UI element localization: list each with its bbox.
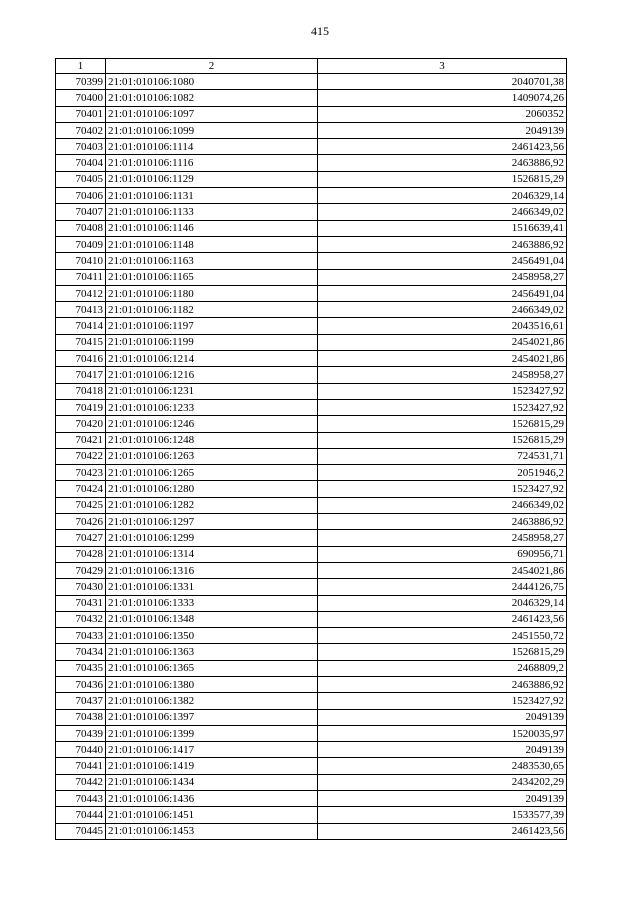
row-number-cell: 70434 [56,644,106,660]
cadastral-value-cell: 1526815,29 [318,432,567,448]
table-row [56,253,567,269]
cadastral-value-cell: 2060352 [318,106,567,122]
cadastral-value-cell: 2463886,92 [318,676,567,692]
table-row [56,595,567,611]
cadastral-value-cell: 2461423,56 [318,139,567,155]
table-row [56,383,567,399]
cadastral-value-cell: 1409074,26 [318,90,567,106]
cadastral-number-cell: 21:01:010106:1451 [106,807,318,823]
table-row [56,334,567,350]
table-row [56,725,567,741]
cadastral-value-cell: 1526815,29 [318,644,567,660]
cadastral-value-cell: 2463886,92 [318,155,567,171]
table-row [56,611,567,627]
table-row [56,791,567,807]
cadastral-value-cell: 2049139 [318,742,567,758]
table-row [56,644,567,660]
cadastral-number-cell: 21:01:010106:1199 [106,334,318,350]
table-row [56,106,567,122]
table-row [56,709,567,725]
cadastral-value-table [55,58,567,840]
cadastral-value-cell: 2483530,65 [318,758,567,774]
row-number-cell: 70402 [56,122,106,138]
row-number-cell: 70417 [56,367,106,383]
table-row [56,351,567,367]
cadastral-value-cell: 2461423,56 [318,823,567,839]
row-number-cell: 70407 [56,204,106,220]
cadastral-value-cell: 1523427,92 [318,481,567,497]
row-number-cell: 70440 [56,742,106,758]
table-row [56,823,567,839]
table-row [56,807,567,823]
cadastral-value-cell: 1516639,41 [318,220,567,236]
table-row [56,676,567,692]
row-number-cell: 70421 [56,432,106,448]
row-number-cell: 70442 [56,774,106,790]
table-row [56,74,567,90]
cadastral-number-cell: 21:01:010106:1114 [106,139,318,155]
cadastral-number-cell: 21:01:010106:1365 [106,660,318,676]
cadastral-number-cell: 21:01:010106:1231 [106,383,318,399]
table-row [56,579,567,595]
cadastral-value-cell: 2049139 [318,709,567,725]
row-number-cell: 70441 [56,758,106,774]
table-row [56,530,567,546]
cadastral-number-cell: 21:01:010106:1348 [106,611,318,627]
cadastral-number-cell: 21:01:010106:1282 [106,497,318,513]
row-number-cell: 70416 [56,351,106,367]
row-number-cell: 70443 [56,791,106,807]
cadastral-number-cell: 21:01:010106:1417 [106,742,318,758]
cadastral-value-cell: 2043516,61 [318,318,567,334]
cadastral-number-cell: 21:01:010106:1214 [106,351,318,367]
row-number-cell: 70431 [56,595,106,611]
row-number-cell: 70425 [56,497,106,513]
cadastral-number-cell: 21:01:010106:1382 [106,693,318,709]
column-header-2: 2 [106,59,318,74]
row-number-cell: 70406 [56,188,106,204]
cadastral-value-cell: 1526815,29 [318,171,567,187]
cadastral-value-cell: 2444126,75 [318,579,567,595]
table-row [56,628,567,644]
cadastral-value-cell: 1523427,92 [318,383,567,399]
table-row [56,204,567,220]
cadastral-number-cell: 21:01:010106:1133 [106,204,318,220]
cadastral-number-cell: 21:01:010106:1129 [106,171,318,187]
cadastral-value-cell: 2458958,27 [318,367,567,383]
cadastral-number-cell: 21:01:010106:1082 [106,90,318,106]
cadastral-value-cell: 1526815,29 [318,416,567,432]
table-row [56,514,567,530]
row-number-cell: 70409 [56,236,106,252]
table-body [56,74,567,840]
cadastral-number-cell: 21:01:010106:1163 [106,253,318,269]
cadastral-number-cell: 21:01:010106:1436 [106,791,318,807]
table-row [56,562,567,578]
cadastral-value-cell: 1523427,92 [318,693,567,709]
row-number-cell: 70400 [56,90,106,106]
cadastral-number-cell: 21:01:010106:1363 [106,644,318,660]
cadastral-value-cell: 2046329,14 [318,595,567,611]
row-number-cell: 70439 [56,725,106,741]
cadastral-number-cell: 21:01:010106:1165 [106,269,318,285]
row-number-cell: 70436 [56,676,106,692]
cadastral-number-cell: 21:01:010106:1097 [106,106,318,122]
cadastral-value-cell: 2454021,86 [318,334,567,350]
table-row [56,122,567,138]
cadastral-number-cell: 21:01:010106:1399 [106,725,318,741]
table-row [56,302,567,318]
cadastral-number-cell: 21:01:010106:1453 [106,823,318,839]
table-row [56,285,567,301]
table-header-row [56,59,567,74]
table-row [56,693,567,709]
table-row [56,188,567,204]
page-number: 415 [311,24,329,38]
row-number-cell: 70401 [56,106,106,122]
table-row [56,399,567,415]
table-row [56,465,567,481]
table-row [56,660,567,676]
table-row [56,171,567,187]
row-number-cell: 70437 [56,693,106,709]
row-number-cell: 70419 [56,399,106,415]
table-row [56,155,567,171]
column-header-1: 1 [56,59,106,74]
row-number-cell: 70403 [56,139,106,155]
cadastral-value-cell: 2046329,14 [318,188,567,204]
cadastral-number-cell: 21:01:010106:1397 [106,709,318,725]
cadastral-value-cell: 2049139 [318,122,567,138]
table-row [56,497,567,513]
cadastral-number-cell: 21:01:010106:1099 [106,122,318,138]
row-number-cell: 70411 [56,269,106,285]
cadastral-number-cell: 21:01:010106:1434 [106,774,318,790]
cadastral-number-cell: 21:01:010106:1331 [106,579,318,595]
table-row [56,269,567,285]
table-row [56,758,567,774]
cadastral-value-cell: 2463886,92 [318,514,567,530]
table-row [56,546,567,562]
cadastral-value-cell: 2451550,72 [318,628,567,644]
cadastral-number-cell: 21:01:010106:1182 [106,302,318,318]
table-row [56,432,567,448]
row-number-cell: 70414 [56,318,106,334]
cadastral-value-cell: 2456491,04 [318,285,567,301]
table-row [56,318,567,334]
cadastral-value-cell: 2463886,92 [318,236,567,252]
row-number-cell: 70427 [56,530,106,546]
cadastral-number-cell: 21:01:010106:1316 [106,562,318,578]
cadastral-number-cell: 21:01:010106:1380 [106,676,318,692]
cadastral-number-cell: 21:01:010106:1419 [106,758,318,774]
row-number-cell: 70412 [56,285,106,301]
row-number-cell: 70413 [56,302,106,318]
row-number-cell: 70430 [56,579,106,595]
cadastral-value-cell: 2458958,27 [318,269,567,285]
row-number-cell: 70420 [56,416,106,432]
cadastral-value-cell: 2466349,02 [318,302,567,318]
row-number-cell: 70423 [56,465,106,481]
row-number-cell: 70432 [56,611,106,627]
cadastral-number-cell: 21:01:010106:1280 [106,481,318,497]
table-row [56,236,567,252]
table-row [56,481,567,497]
table-row [56,448,567,464]
cadastral-number-cell: 21:01:010106:1246 [106,416,318,432]
cadastral-value-cell: 724531,71 [318,448,567,464]
row-number-cell: 70418 [56,383,106,399]
row-number-cell: 70399 [56,74,106,90]
cadastral-number-cell: 21:01:010106:1299 [106,530,318,546]
row-number-cell: 70408 [56,220,106,236]
cadastral-number-cell: 21:01:010106:1197 [106,318,318,334]
column-header-3: 3 [318,59,567,74]
row-number-cell: 70435 [56,660,106,676]
table-row [56,367,567,383]
cadastral-number-cell: 21:01:010106:1233 [106,399,318,415]
cadastral-number-cell: 21:01:010106:1148 [106,236,318,252]
cadastral-value-cell: 2468809,2 [318,660,567,676]
row-number-cell: 70415 [56,334,106,350]
cadastral-number-cell: 21:01:010106:1263 [106,448,318,464]
row-number-cell: 70428 [56,546,106,562]
cadastral-value-cell: 2454021,86 [318,351,567,367]
cadastral-value-cell: 1523427,92 [318,399,567,415]
cadastral-number-cell: 21:01:010106:1146 [106,220,318,236]
row-number-cell: 70426 [56,514,106,530]
row-number-cell: 70433 [56,628,106,644]
row-number-cell: 70444 [56,807,106,823]
row-number-cell: 70438 [56,709,106,725]
cadastral-value-cell: 2454021,86 [318,562,567,578]
cadastral-value-cell: 2458958,27 [318,530,567,546]
table-row [56,416,567,432]
cadastral-number-cell: 21:01:010106:1116 [106,155,318,171]
cadastral-number-cell: 21:01:010106:1314 [106,546,318,562]
table-row [56,220,567,236]
cadastral-value-cell: 2466349,02 [318,204,567,220]
row-number-cell: 70405 [56,171,106,187]
row-number-cell: 70429 [56,562,106,578]
table-row [56,742,567,758]
row-number-cell: 70445 [56,823,106,839]
cadastral-number-cell: 21:01:010106:1350 [106,628,318,644]
row-number-cell: 70424 [56,481,106,497]
cadastral-number-cell: 21:01:010106:1080 [106,74,318,90]
row-number-cell: 70410 [56,253,106,269]
cadastral-value-cell: 2456491,04 [318,253,567,269]
cadastral-number-cell: 21:01:010106:1248 [106,432,318,448]
cadastral-value-cell: 2434202,29 [318,774,567,790]
cadastral-value-cell: 2051946,2 [318,465,567,481]
table-row [56,90,567,106]
cadastral-number-cell: 21:01:010106:1131 [106,188,318,204]
cadastral-value-cell: 2049139 [318,791,567,807]
cadastral-value-cell: 2461423,56 [318,611,567,627]
cadastral-value-cell: 1520035,97 [318,725,567,741]
cadastral-number-cell: 21:01:010106:1333 [106,595,318,611]
cadastral-value-cell: 690956,71 [318,546,567,562]
row-number-cell: 70404 [56,155,106,171]
cadastral-value-cell: 2040701,38 [318,74,567,90]
table-row [56,139,567,155]
row-number-cell: 70422 [56,448,106,464]
cadastral-value-cell: 1533577,39 [318,807,567,823]
cadastral-value-cell: 2466349,02 [318,497,567,513]
cadastral-number-cell: 21:01:010106:1297 [106,514,318,530]
table-row [56,774,567,790]
cadastral-number-cell: 21:01:010106:1265 [106,465,318,481]
cadastral-number-cell: 21:01:010106:1180 [106,285,318,301]
cadastral-number-cell: 21:01:010106:1216 [106,367,318,383]
